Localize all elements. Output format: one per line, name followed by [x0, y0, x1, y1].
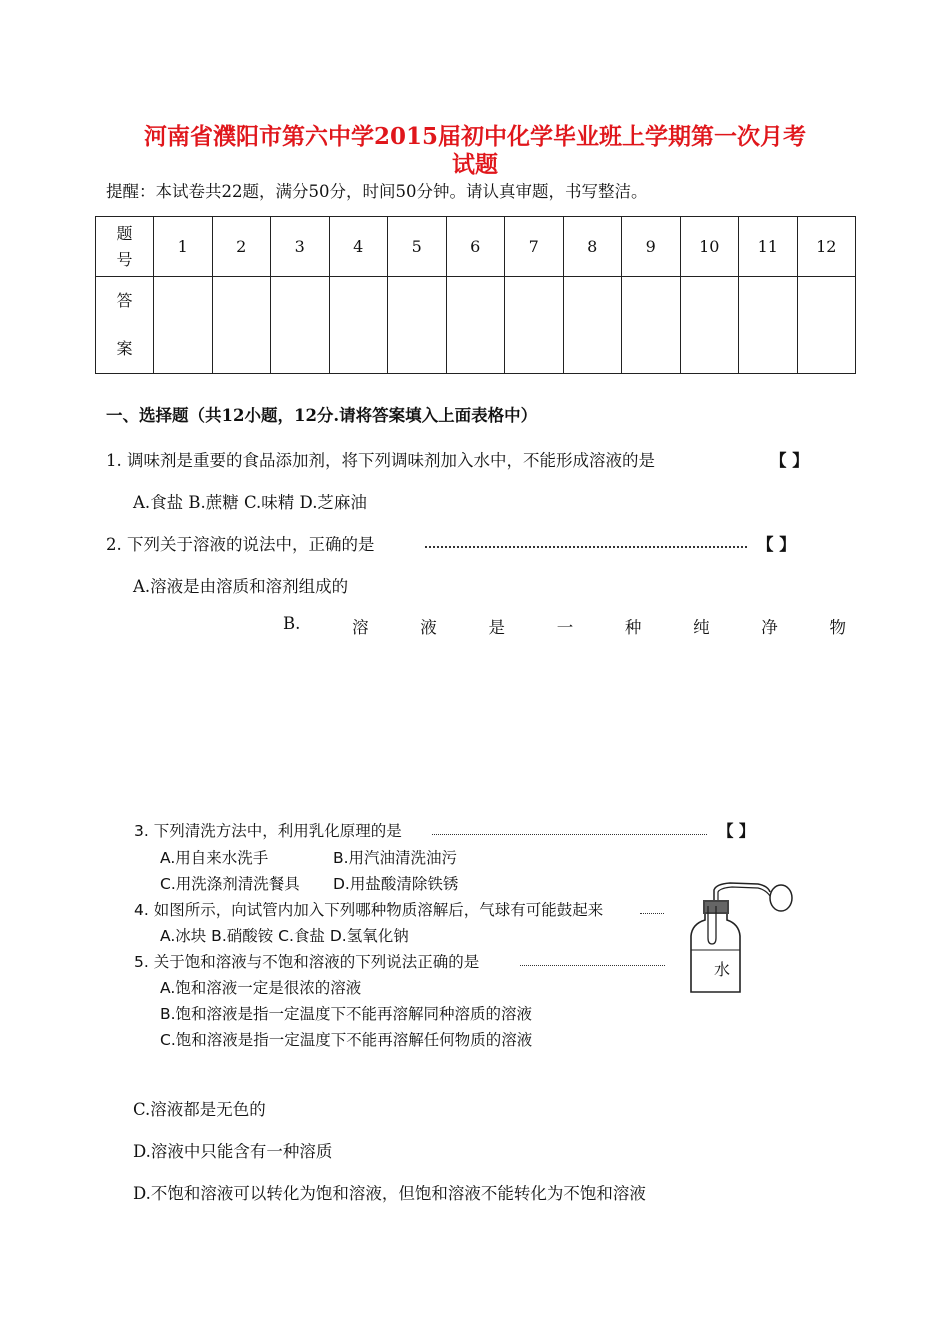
q3-option-c: C.用洗涤剂清洗餐具 [160, 875, 300, 893]
q5-option-c: C.饱和溶液是指一定温度下不能再溶解任何物质的溶液 [160, 1031, 533, 1049]
q2-option-b-char: 纯 [693, 618, 710, 637]
q3-leader-dots [432, 834, 707, 835]
q2-option-a: A.溶液是由溶质和溶剂组成的 [133, 577, 349, 596]
question-number-cell: 3 [271, 217, 330, 277]
q3-option-a: A.用自来水洗手 [160, 849, 269, 867]
q3-answer-bracket: 【 】 [718, 822, 755, 840]
q4-stem: 4. 如图所示，向试管内加入下列哪种物质溶解后，气球有可能鼓起来 [134, 901, 604, 919]
exam-title-line2: 试题 [452, 151, 498, 178]
question-number-cell: 8 [563, 217, 622, 277]
q4-leader-dots [640, 913, 664, 914]
answer-cell[interactable] [680, 277, 739, 374]
answer-cell[interactable] [329, 277, 388, 374]
header-char: 号 [116, 249, 133, 269]
question-number-cell: 11 [739, 217, 798, 277]
answer-cell[interactable] [212, 277, 271, 374]
q2-answer-bracket: 【 】 [757, 535, 796, 554]
answer-cell[interactable] [797, 277, 856, 374]
q2-option-b-char: 种 [624, 618, 642, 637]
q2-option-b-char: 液 [420, 618, 437, 637]
bottle-balloon-icon [678, 880, 798, 995]
q3-option-b: B.用汽油清洗油污 [333, 849, 458, 867]
question-number-cell: 5 [388, 217, 447, 277]
answer-table [95, 216, 856, 374]
answer-cell[interactable] [446, 277, 505, 374]
answer-cell[interactable] [505, 277, 564, 374]
q2-option-b-char: 溶 [352, 618, 369, 637]
question-number-cell: 2 [212, 217, 271, 277]
q1-answer-bracket: 【 】 [770, 451, 809, 470]
figure-water-label: 水 [714, 960, 731, 979]
q5-option-a: A.饱和溶液一定是很浓的溶液 [160, 979, 362, 997]
header-char: 答 [116, 291, 133, 310]
answer-cell[interactable] [154, 277, 213, 374]
q2-leader-dots [425, 546, 747, 548]
q5-option-b: B.饱和溶液是指一定温度下不能再溶解同种溶质的溶液 [160, 1005, 533, 1023]
q3-stem: 3. 下列清洗方法中，利用乳化原理的是 [134, 822, 402, 840]
q2-option-b-char: 净 [761, 618, 778, 637]
q2-stem: 2. 下列关于溶液的说法中，正确的是 [106, 535, 375, 554]
header-char: 案 [116, 339, 133, 358]
answer-table-number-row [96, 217, 856, 277]
question-number-cell: 1 [154, 217, 213, 277]
answer-cell[interactable] [388, 277, 447, 374]
q5-leader-dots [520, 965, 665, 966]
number-row-header [96, 217, 154, 277]
q2-option-b [283, 614, 846, 638]
q2-option-b-char: 物 [829, 618, 846, 637]
q2-option-b-char: 是 [488, 618, 505, 637]
question-number-cell: 6 [446, 217, 505, 277]
q2-option-b-char: B. [283, 614, 301, 633]
answer-cell[interactable] [563, 277, 622, 374]
q3-option-d: D.用盐酸清除铁锈 [333, 875, 459, 893]
q2-option-d: D.溶液中只能含有一种溶质 [133, 1142, 333, 1161]
answer-cell[interactable] [622, 277, 681, 374]
q5-stem: 5. 关于饱和溶液与不饱和溶液的下列说法正确的是 [134, 953, 480, 971]
q1-stem: 1. 调味剂是重要的食品添加剂，将下列调味剂加入水中，不能形成溶液的是 [106, 451, 655, 470]
question-number-cell: 7 [505, 217, 564, 277]
answer-cell[interactable] [271, 277, 330, 374]
q1-options: A.食盐 B.蔗糖 C.味精 D.芝麻油 [133, 493, 367, 512]
answer-row-header [96, 277, 154, 374]
header-char: 题 [116, 223, 133, 243]
exam-title-line1: 河南省濮阳市第六中学2015届初中化学毕业班上学期第一次月考 [143, 123, 806, 150]
answer-cell[interactable] [739, 277, 798, 374]
q2-option-b-char: 一 [556, 618, 574, 637]
q4-options: A.冰块 B.硝酸铵 C.食盐 D.氢氧化钠 [160, 927, 409, 945]
answer-table-answer-row [96, 277, 856, 374]
question-number-cell: 12 [797, 217, 856, 277]
exam-notice: 提醒：本试卷共22题，满分50分，时间50分钟。请认真审题，书写整洁。 [106, 182, 648, 201]
question-number-cell: 4 [329, 217, 388, 277]
q2-option-c: C.溶液都是无色的 [133, 1100, 266, 1119]
question-number-cell: 10 [680, 217, 739, 277]
section-heading: 一、选择题（共12小题，12分.请将答案填入上面表格中） [106, 406, 538, 425]
bottle-figure [678, 880, 798, 995]
q5-option-d: D.不饱和溶液可以转化为饱和溶液，但饱和溶液不能转化为不饱和溶液 [133, 1184, 646, 1203]
question-number-cell: 9 [622, 217, 681, 277]
